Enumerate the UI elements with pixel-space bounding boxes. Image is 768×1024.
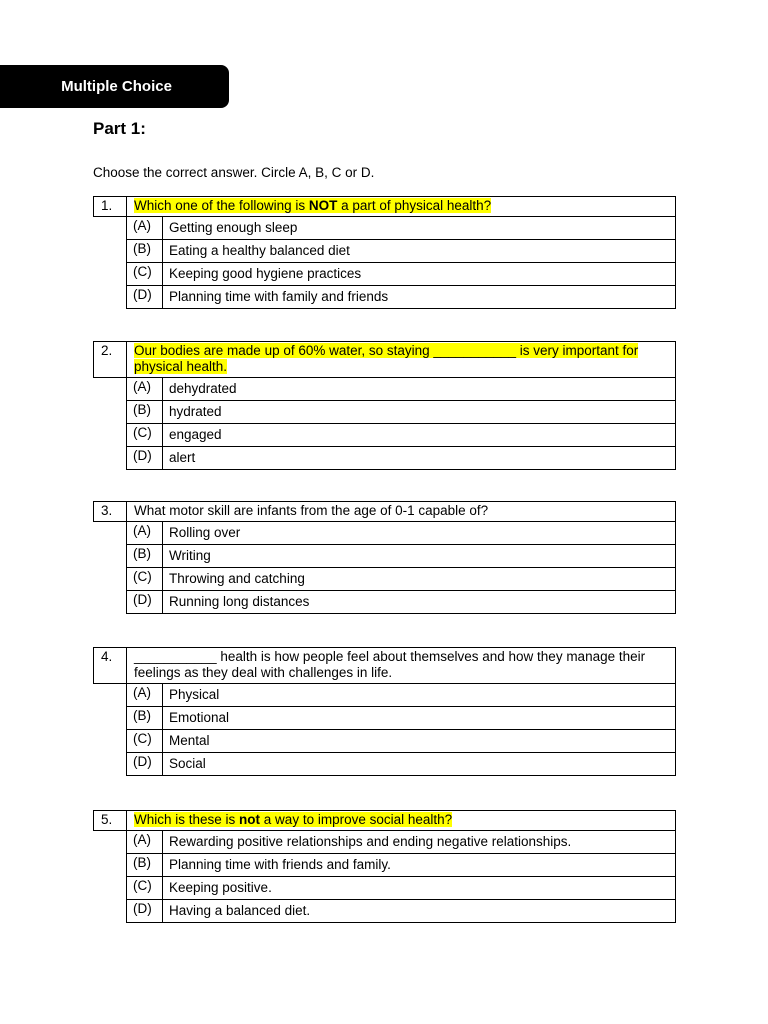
question-text-emphasis: not <box>239 812 261 827</box>
option-letter: (A) <box>126 831 163 854</box>
answer-option[interactable] <box>126 401 676 424</box>
options-list <box>126 831 676 923</box>
question-text-content <box>134 198 491 213</box>
option-text: Rolling over <box>163 522 676 545</box>
options-list <box>126 522 676 614</box>
option-letter: (C) <box>126 730 163 753</box>
option-letter: (D) <box>126 286 163 309</box>
option-letter: (C) <box>126 877 163 900</box>
answer-option[interactable] <box>126 831 676 854</box>
option-letter: (B) <box>126 545 163 568</box>
answer-option[interactable] <box>126 877 676 900</box>
options-list <box>126 684 676 776</box>
answer-option[interactable] <box>126 545 676 568</box>
options-list <box>126 217 676 309</box>
option-text: Having a balanced diet. <box>163 900 676 923</box>
question-text-emphasis: NOT <box>308 198 338 213</box>
question-text-part: a way to improve social health? <box>260 812 453 827</box>
question-text-content <box>134 812 452 827</box>
part-title: Part 1: <box>93 119 146 138</box>
question-text <box>127 501 676 522</box>
answer-option[interactable] <box>126 378 676 401</box>
option-letter: (A) <box>126 217 163 240</box>
option-text: Mental <box>163 730 676 753</box>
answer-option[interactable] <box>126 424 676 447</box>
option-letter: (B) <box>126 240 163 263</box>
option-text: Keeping good hygiene practices <box>163 263 676 286</box>
option-letter: (C) <box>126 263 163 286</box>
answer-option[interactable] <box>126 684 676 707</box>
answer-option[interactable] <box>126 900 676 923</box>
option-letter: (B) <box>126 707 163 730</box>
answer-option[interactable] <box>126 286 676 309</box>
question-text-part: ___________ health is how people feel about themselves and how they manage their feelings as they deal with challenges in life. <box>134 649 646 680</box>
question-row <box>93 647 676 684</box>
question-text-content <box>134 503 488 518</box>
option-text: Physical <box>163 684 676 707</box>
option-letter: (C) <box>126 424 163 447</box>
option-letter: (D) <box>126 753 163 776</box>
option-text: Keeping positive. <box>163 877 676 900</box>
question-text-part: a part of physical health? <box>337 198 492 213</box>
option-letter: (B) <box>126 854 163 877</box>
answer-option[interactable] <box>126 522 676 545</box>
answer-option[interactable] <box>126 263 676 286</box>
option-letter: (A) <box>126 522 163 545</box>
answer-option[interactable] <box>126 568 676 591</box>
option-text: engaged <box>163 424 676 447</box>
question-number: 3. <box>93 501 127 522</box>
option-letter: (B) <box>126 401 163 424</box>
answer-option[interactable] <box>126 854 676 877</box>
option-text: dehydrated <box>163 378 676 401</box>
question-text-content <box>134 649 645 680</box>
question-block <box>93 196 676 309</box>
answer-option[interactable] <box>126 707 676 730</box>
option-text: hydrated <box>163 401 676 424</box>
option-text: Throwing and catching <box>163 568 676 591</box>
answer-option[interactable] <box>126 591 676 614</box>
option-letter: (A) <box>126 378 163 401</box>
section-banner-label: Multiple Choice <box>61 78 172 95</box>
option-text: Rewarding positive relationships and ending negative relationships. <box>163 831 676 854</box>
question-number: 1. <box>93 196 127 217</box>
question-block <box>93 501 676 614</box>
question-text-part: Our bodies are made up of 60% water, so staying ___________ is very important for physical health. <box>134 343 639 374</box>
option-text: Planning time with family and friends <box>163 286 676 309</box>
answer-option[interactable] <box>126 447 676 470</box>
question-text-part: Which one of the following is <box>134 198 309 213</box>
question-number: 4. <box>93 647 127 684</box>
option-text: Eating a healthy balanced diet <box>163 240 676 263</box>
question-text <box>127 341 676 378</box>
answer-option[interactable] <box>126 753 676 776</box>
question-text-part: What motor skill are infants from the age of 0-1 capable of? <box>134 503 489 518</box>
answer-option[interactable] <box>126 240 676 263</box>
option-text: Social <box>163 753 676 776</box>
question-text <box>127 647 676 684</box>
question-row <box>93 501 676 522</box>
question-number: 5. <box>93 810 127 831</box>
question-text <box>127 810 676 831</box>
options-list <box>126 378 676 470</box>
question-block <box>93 810 676 923</box>
option-letter: (C) <box>126 568 163 591</box>
question-row <box>93 341 676 378</box>
question-block <box>93 647 676 776</box>
option-text: Emotional <box>163 707 676 730</box>
question-text <box>127 196 676 217</box>
question-text-content <box>134 343 638 374</box>
question-text-part: Which is these is <box>134 812 240 827</box>
option-letter: (A) <box>126 684 163 707</box>
option-text: Running long distances <box>163 591 676 614</box>
option-letter: (D) <box>126 447 163 470</box>
section-banner <box>0 65 229 108</box>
answer-option[interactable] <box>126 730 676 753</box>
option-text: Writing <box>163 545 676 568</box>
instructions: Choose the correct answer. Circle A, B, C or D. <box>93 165 375 180</box>
question-row <box>93 810 676 831</box>
option-letter: (D) <box>126 900 163 923</box>
option-text: alert <box>163 447 676 470</box>
question-row <box>93 196 676 217</box>
option-letter: (D) <box>126 591 163 614</box>
option-text: Planning time with friends and family. <box>163 854 676 877</box>
option-text: Getting enough sleep <box>163 217 676 240</box>
question-block <box>93 341 676 470</box>
question-number: 2. <box>93 341 127 378</box>
answer-option[interactable] <box>126 217 676 240</box>
